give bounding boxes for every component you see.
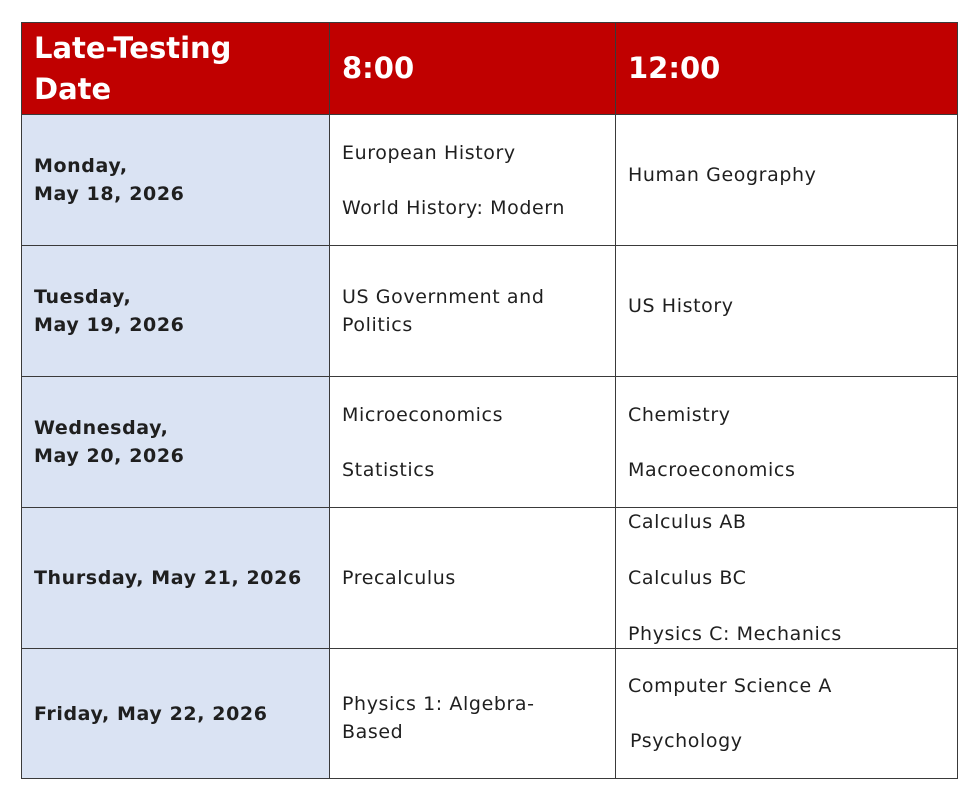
header-date-label: Late-Testing Date [22,23,330,115]
slot-12pm-cell [616,508,958,649]
exam-name: Calculus BC [628,567,747,589]
date-full: Friday, May 22, 2026 [34,702,268,725]
exam-name: Statistics [342,458,435,481]
date-weekday: Monday, [34,155,128,177]
late-testing-schedule-table [21,22,958,779]
slot-8am-cell [330,508,616,649]
exam-name: Human Geography [628,164,817,186]
date-cell [22,649,330,779]
slot-12pm-cell [616,246,958,377]
exam-name: Microeconomics [342,403,504,426]
table-row-tuesday [22,246,958,377]
slot-8am-cell [330,649,616,779]
exam-name: Precalculus [342,567,456,589]
table-row-friday [22,649,958,779]
slot-8am-cell [330,115,616,246]
table-header [22,23,958,115]
date-full: Thursday, May 21, 2026 [34,567,302,589]
slot-8am-cell [330,377,616,508]
table-body [22,115,958,779]
date-weekday: Tuesday, [34,286,132,308]
exam-name: US Government and Politics [342,286,545,336]
date-weekday: Wednesday, [34,417,169,439]
date-day: May 18, 2026 [34,183,185,205]
slot-12pm-cell [616,649,958,779]
exam-name: World History: Modern [342,196,566,219]
header-slot-8am: 8:00 [330,23,616,115]
header-row [22,23,958,115]
date-cell [22,508,330,649]
exam-name: Macroeconomics [628,458,796,481]
exam-name: European History [342,141,516,164]
slot-8am-cell [330,246,616,377]
table-row-thursday [22,508,958,649]
table-row-wednesday [22,377,958,508]
slot-12pm-cell [616,115,958,246]
exam-name: Physics 1: Algebra-Based [342,692,535,743]
exam-name: Calculus AB [628,511,747,533]
exam-name: Computer Science A [628,675,832,697]
header-slot-12pm: 12:00 [616,23,958,115]
exam-name: Physics C: Mechanics [628,623,842,645]
exam-name: Psychology [630,730,743,752]
date-cell [22,246,330,377]
table-row-monday [22,115,958,246]
date-cell [22,115,330,246]
date-day: May 20, 2026 [34,445,185,467]
slot-12pm-cell [616,377,958,508]
exam-name: US History [628,295,734,317]
exam-name: Chemistry [628,403,731,426]
date-day: May 19, 2026 [34,314,185,336]
date-cell [22,377,330,508]
